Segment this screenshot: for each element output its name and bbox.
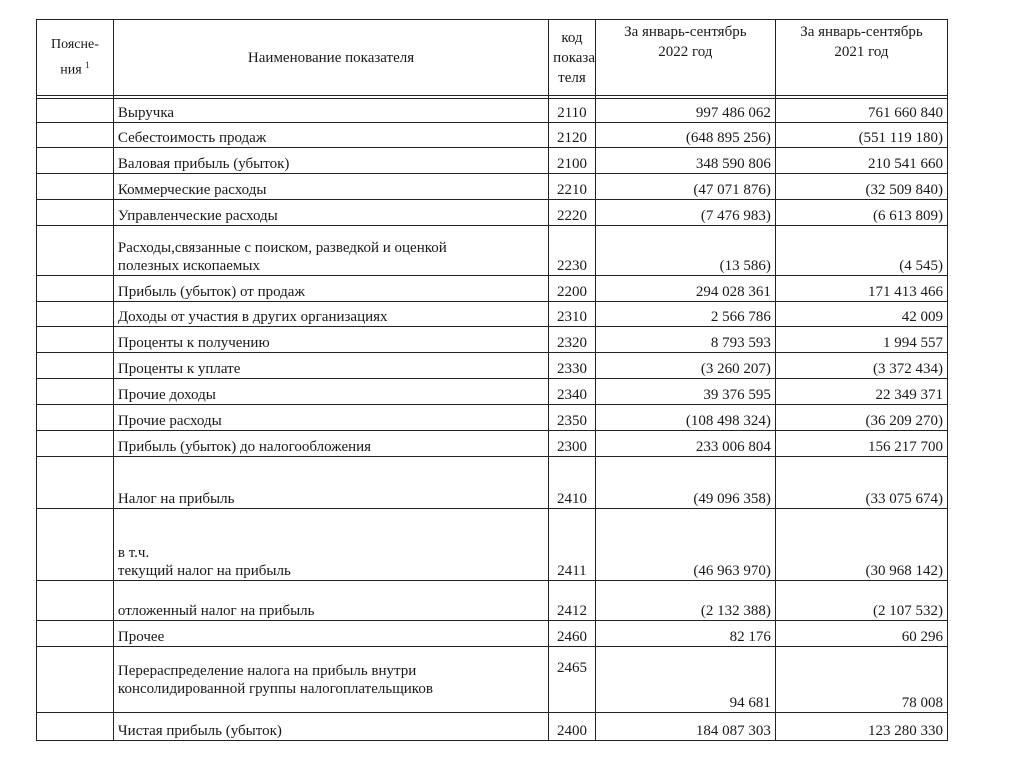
row-current: (648 895 256) — [595, 123, 775, 148]
table-row-2350 — [37, 405, 948, 431]
row-name: в т.ч. текущий налог на прибыль — [113, 509, 548, 581]
row-name: Прочее — [113, 621, 548, 647]
row-current: (47 071 876) — [595, 174, 775, 200]
row-code: 2411 — [549, 509, 596, 581]
row-previous: 42 009 — [775, 302, 947, 327]
row-previous: 123 280 330 — [775, 713, 947, 741]
table-row-2220 — [37, 200, 948, 226]
row-name: Налог на прибыль — [113, 457, 548, 509]
row-previous: 210 541 660 — [775, 148, 947, 174]
row-name: Прочие расходы — [113, 405, 548, 431]
row-code: 2340 — [549, 379, 596, 405]
row-name: Себестоимость продаж — [113, 123, 548, 148]
row-previous: (32 509 840) — [775, 174, 947, 200]
row-current: 82 176 — [595, 621, 775, 647]
note-cell — [37, 123, 114, 148]
row-current: 348 590 806 — [595, 148, 775, 174]
row-previous: 60 296 — [775, 621, 947, 647]
row-name: Проценты к уплате — [113, 353, 548, 379]
row-previous: (2 107 532) — [775, 581, 947, 621]
note-cell — [37, 226, 114, 276]
table-row-2465 — [37, 647, 948, 713]
row-previous: (30 968 142) — [775, 509, 947, 581]
table-row-2210 — [37, 174, 948, 200]
row-name: Управленческие расходы — [113, 200, 548, 226]
row-current: 2 566 786 — [595, 302, 775, 327]
note-cell — [37, 647, 114, 713]
row-previous: (36 209 270) — [775, 405, 947, 431]
table-row-2320 — [37, 327, 948, 353]
header-notes: Поясне- ния $^1$ — [37, 20, 114, 96]
row-current: 8 793 593 — [595, 327, 775, 353]
row-code: 2330 — [549, 353, 596, 379]
note-cell — [37, 99, 114, 123]
note-cell — [37, 302, 114, 327]
table-row-2412 — [37, 581, 948, 621]
row-previous: 22 349 371 — [775, 379, 947, 405]
row-code: 2320 — [549, 327, 596, 353]
header-period-2021: За январь-сентябрь 2021 год — [775, 20, 947, 96]
row-name: Выручка — [113, 99, 548, 123]
row-code: 2310 — [549, 302, 596, 327]
note-cell — [37, 713, 114, 741]
income-statement-table — [36, 19, 948, 741]
header-row — [37, 20, 948, 96]
table-row-2411 — [37, 509, 948, 581]
row-previous: 1 994 557 — [775, 327, 947, 353]
table-row-2400 — [37, 713, 948, 741]
row-current: (3 260 207) — [595, 353, 775, 379]
row-code: 2220 — [549, 200, 596, 226]
row-previous: 156 217 700 — [775, 431, 947, 457]
row-code: 2460 — [549, 621, 596, 647]
row-code: 2210 — [549, 174, 596, 200]
row-current: 294 028 361 — [595, 276, 775, 302]
note-cell — [37, 276, 114, 302]
table-row-2460 — [37, 621, 948, 647]
row-current: (46 963 970) — [595, 509, 775, 581]
row-name: Перераспределение налога на прибыль внутри консолидированной группы налогоплательщиков — [113, 647, 548, 713]
row-code: 2200 — [549, 276, 596, 302]
note-cell — [37, 327, 114, 353]
header-indicator-name: Наименование показателя — [113, 20, 548, 96]
row-previous: 78 008 — [775, 647, 947, 713]
row-name: Расходы,связанные с поиском, разведкой и оценкой полезных ископаемых — [113, 226, 548, 276]
header-code: код показа теля — [549, 20, 596, 96]
table-row-2330 — [37, 353, 948, 379]
row-code: 2300 — [549, 431, 596, 457]
row-code: 2465 — [549, 647, 596, 713]
row-current: (7 476 983) — [595, 200, 775, 226]
note-cell — [37, 621, 114, 647]
row-code: 2410 — [549, 457, 596, 509]
row-current: 997 486 062 — [595, 99, 775, 123]
row-current: 233 006 804 — [595, 431, 775, 457]
note-cell — [37, 581, 114, 621]
header-period-2022: За январь-сентябрь 2022 год — [595, 20, 775, 96]
table-row-2110 — [37, 99, 948, 123]
row-previous: 171 413 466 — [775, 276, 947, 302]
table-row-2100 — [37, 148, 948, 174]
note-cell — [37, 148, 114, 174]
note-cell — [37, 405, 114, 431]
row-previous: (6 613 809) — [775, 200, 947, 226]
row-current: (49 096 358) — [595, 457, 775, 509]
row-current: (108 498 324) — [595, 405, 775, 431]
row-name: Валовая прибыль (убыток) — [113, 148, 548, 174]
note-cell — [37, 457, 114, 509]
row-name: Чистая прибыль (убыток) — [113, 713, 548, 741]
row-code: 2230 — [549, 226, 596, 276]
table-row-2340 — [37, 379, 948, 405]
row-code: 2350 — [549, 405, 596, 431]
row-current: (2 132 388) — [595, 581, 775, 621]
row-name: Прибыль (убыток) до налогообложения — [113, 431, 548, 457]
note-cell — [37, 174, 114, 200]
note-cell — [37, 431, 114, 457]
row-current: 184 087 303 — [595, 713, 775, 741]
row-previous: 761 660 840 — [775, 99, 947, 123]
row-previous: (4 545) — [775, 226, 947, 276]
table-row-2120 — [37, 123, 948, 148]
note-cell — [37, 379, 114, 405]
row-name: Прибыль (убыток) от продаж — [113, 276, 548, 302]
row-current: (13 586) — [595, 226, 775, 276]
row-code: 2110 — [549, 99, 596, 123]
row-previous: (551 119 180) — [775, 123, 947, 148]
row-code: 2100 — [549, 148, 596, 174]
row-name: Доходы от участия в других организациях — [113, 302, 548, 327]
row-current: 94 681 — [595, 647, 775, 713]
row-code: 2412 — [549, 581, 596, 621]
note-cell — [37, 509, 114, 581]
row-current: 39 376 595 — [595, 379, 775, 405]
row-name: Прочие доходы — [113, 379, 548, 405]
row-code: 2120 — [549, 123, 596, 148]
row-name: Коммерческие расходы — [113, 174, 548, 200]
row-code: 2400 — [549, 713, 596, 741]
row-previous: (33 075 674) — [775, 457, 947, 509]
row-previous: (3 372 434) — [775, 353, 947, 379]
table-row-2230 — [37, 226, 948, 276]
table-row-2300 — [37, 431, 948, 457]
note-cell — [37, 200, 114, 226]
row-name: отложенный налог на прибыль — [113, 581, 548, 621]
table-row-2310 — [37, 302, 948, 327]
table-row-2200 — [37, 276, 948, 302]
table-row-2410 — [37, 457, 948, 509]
note-cell — [37, 353, 114, 379]
row-name: Проценты к получению — [113, 327, 548, 353]
